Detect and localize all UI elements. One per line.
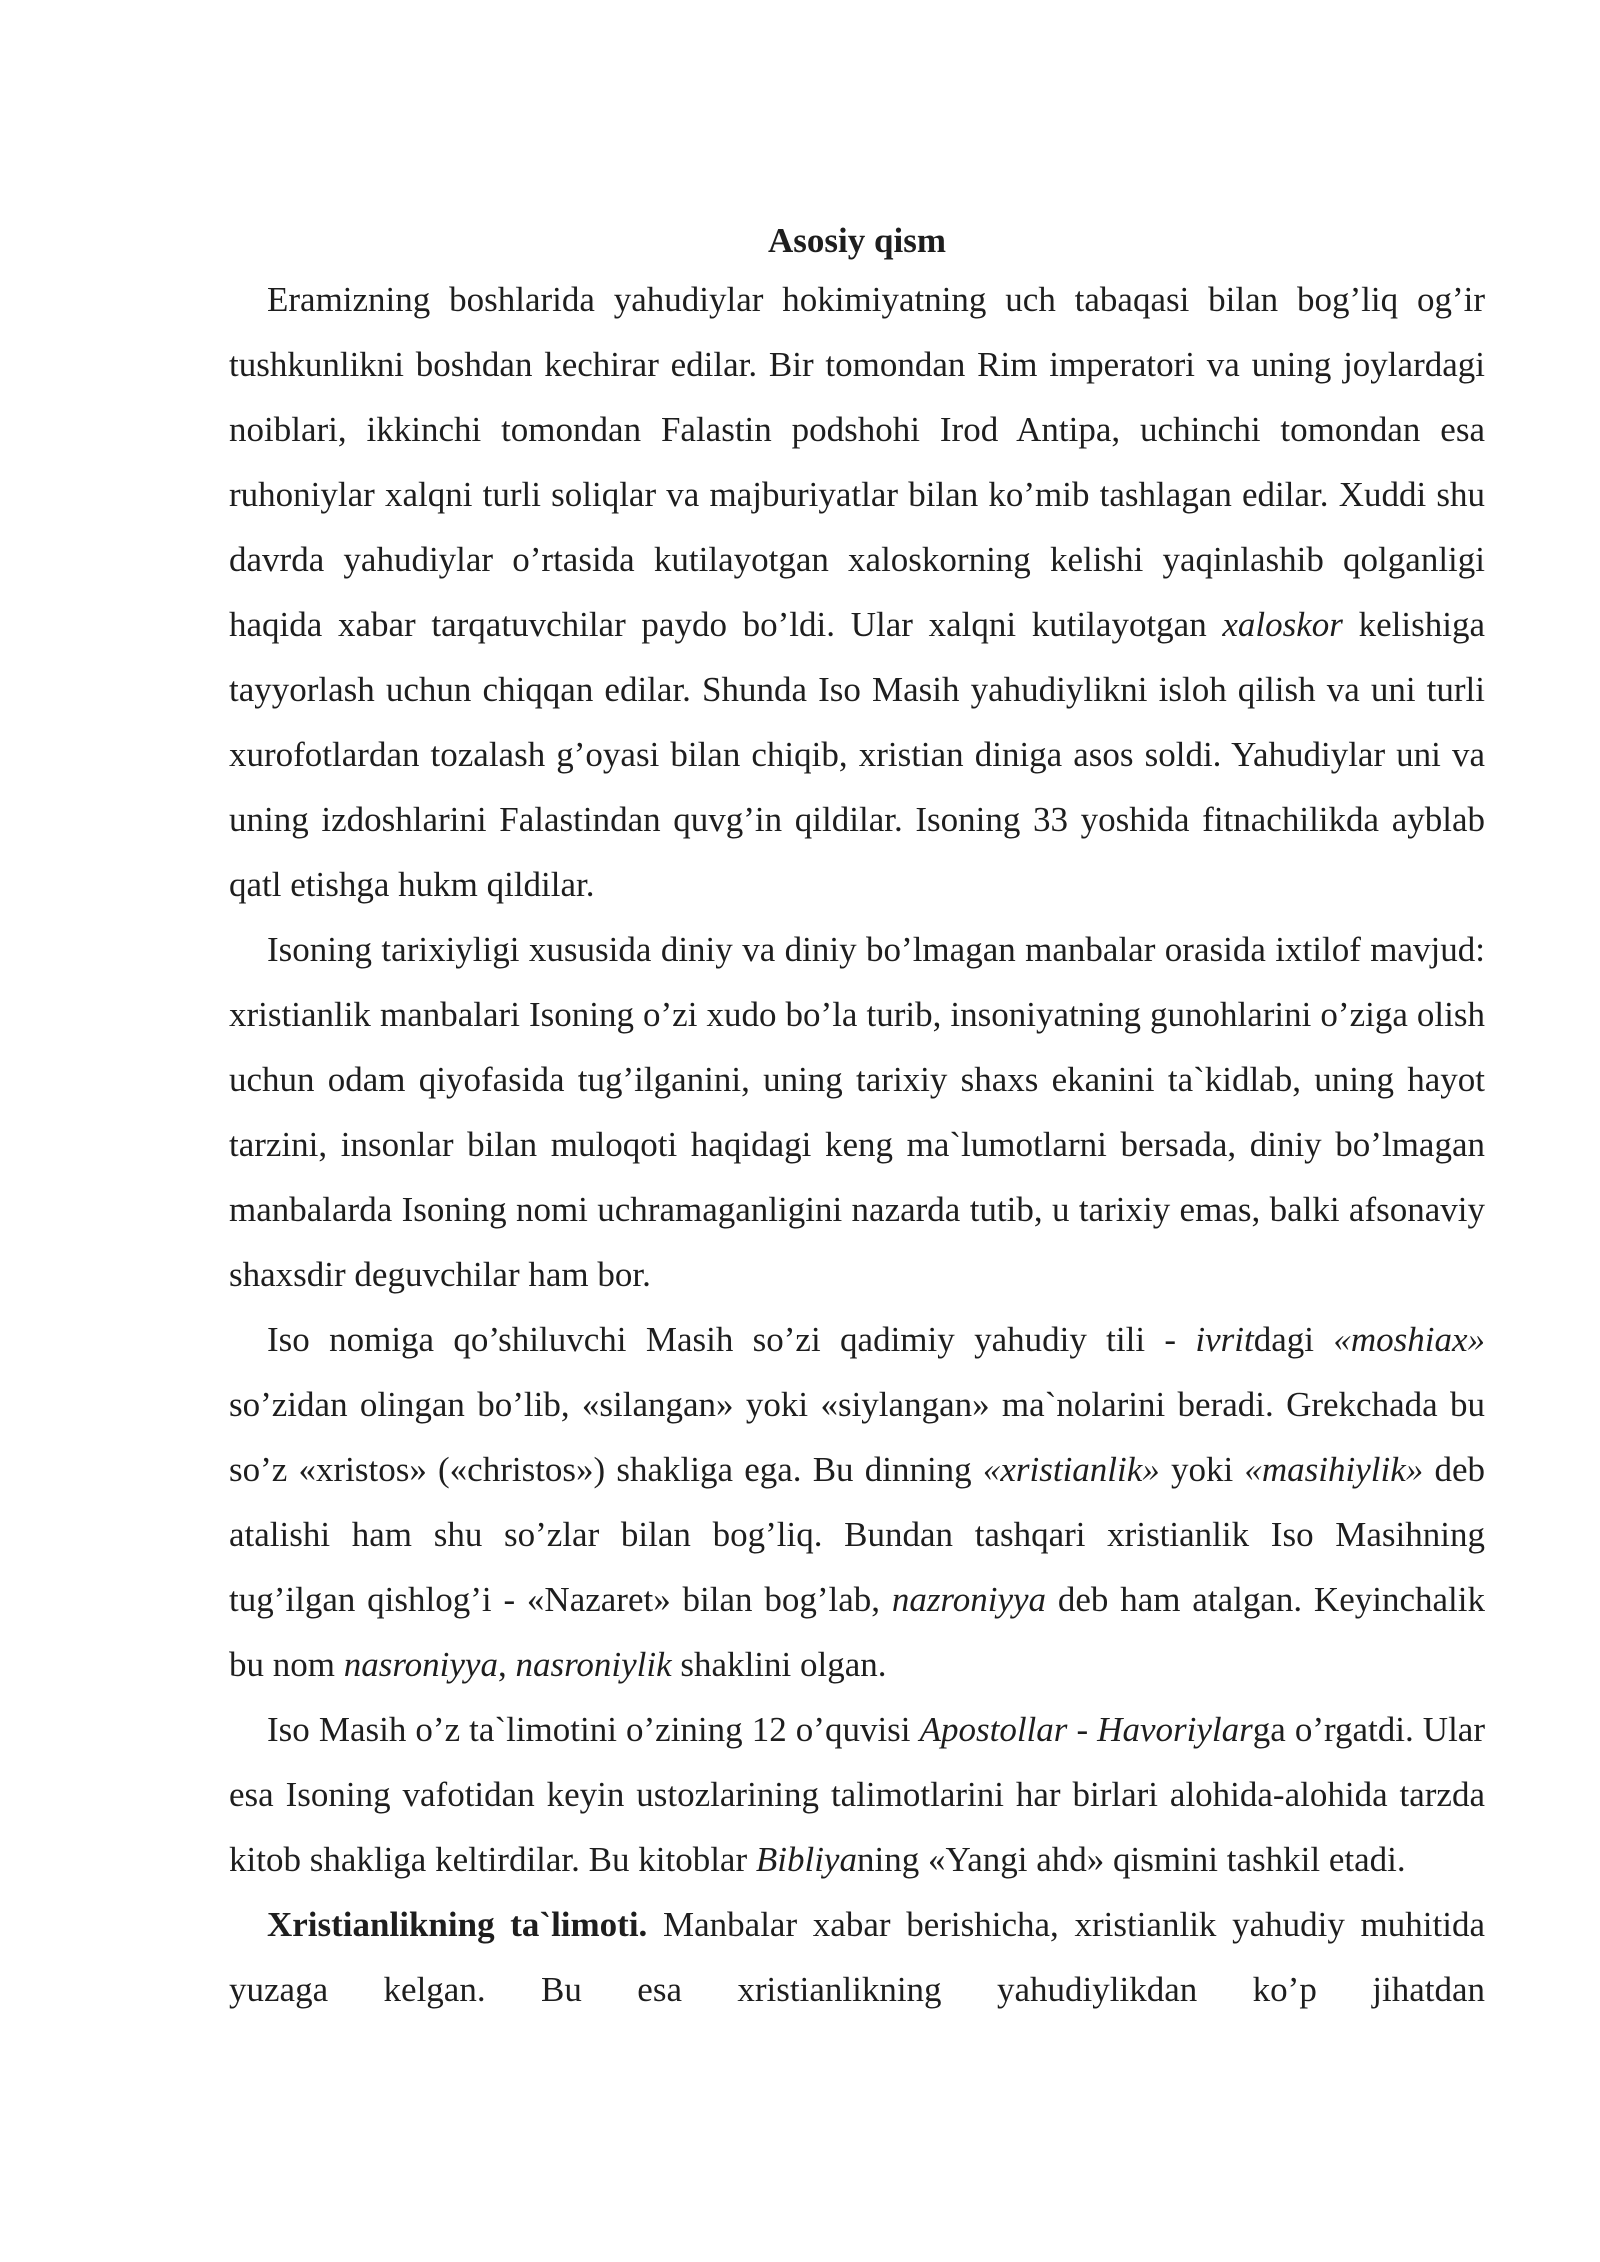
paragraph-3-text-g: yoki [1159, 1450, 1245, 1489]
paragraph-4-italic-bibliya: Bibliya [755, 1840, 857, 1879]
paragraph-3-text-k: deb ham atalgan. Keyinchalik bu nom [229, 1580, 1485, 1684]
paragraph-4-text-c: ga o’rgatdi. Ular esa Isoning vafotidan keyin ustozlarining talimotlarini har birlari alohida-alohida tarzda kitob shakliga keltirdilar. Bu kitoblar [229, 1710, 1485, 1879]
paragraph-3-text-a: Iso nomiga qo’shiluvchi Masih so’zi qadimiy yahudiy tili - [267, 1320, 1196, 1359]
paragraph-3-italic-moshiax: «moshiax» [1333, 1320, 1485, 1359]
paragraph-3-italic-ivrit: ivrit [1195, 1320, 1254, 1359]
paragraph-3-italic-xristianlik: «xristianlik» [982, 1450, 1160, 1489]
paragraph-3-text-m: , [497, 1645, 516, 1684]
paragraph-5-bold-subheading: Xristianlikning ta`limoti. [267, 1905, 648, 1944]
paragraph-3-text-e: so’zidan olingan bo’lib, «silangan» yoki «siylangan» ma`nolarini beradi. Grekchada bu so’z «xristos» («christos») shakliga ega. Bu dinning [229, 1385, 1485, 1489]
paragraph-5 [229, 1892, 1485, 2022]
paragraph-4-italic-apostollar: Apostollar - Havoriylar [919, 1710, 1253, 1749]
paragraph-4 [229, 1697, 1485, 1892]
section-heading: Asosiy qism [768, 221, 946, 260]
paragraph-3-text-c: dagi [1253, 1320, 1334, 1359]
paragraph-3-italic-masihiylik: «masihiylik» [1244, 1450, 1424, 1489]
paragraph-2: Isoning tarixiyligi xususida diniy va diniy bo’lmagan manbalar orasida ixtilof mavjud: xristianlik manbalari Isoning o’zi xudo bo’la turib, insoniyatning gunohlarini o’ziga olish uchun odam qiyofasida tug’ilganini, uning tarixiy shaxs ekanini ta`kidlab, uning hayot tarzini, insonlar bilan muloqoti haqidagi keng ma`lumotlarni bersada, diniy bo’lmagan manbalarda Isoning nomi uchramaganligini nazarda tutib, u tarixiy emas, balki afsonaviy shaxsdir deguvchilar ham bor. [229, 930, 1485, 1294]
paragraph-1-text-c: kelishiga tayyorlash uchun chiqqan edilar. Shunda Iso Masih yahudiylikni isloh qilish va uni turli xurofotlardan tozalash g’oyasi bilan chiqib, xristian diniga asos soldi. Yahudiylar uni va uning izdoshlarini Falastindan quvg’in qildilar. Isoning 33 yoshida fitnachilikda ayblab qatl etishga hukm qildilar. [229, 605, 1485, 904]
paragraph-1 [229, 267, 1485, 917]
paragraph-3 [229, 1307, 1485, 1697]
paragraph-3-italic-nazroniyya: nazroniyya [891, 1580, 1047, 1619]
paragraph-1-text-a: Eramizning boshlarida yahudiylar hokimiyatning uch tabaqasi bilan bog’liq og’ir tushkunlikni boshdan kechirar edilar. Bir tomondan Rim imperatori va uning joylardagi noiblari, ikkinchi tomondan Falastin podshohi Irod Antipa, uchinchi tomondan esa ruhoniylar xalqni turli soliqlar va majburiyatlar bilan ko’mib tashlagan edilar. Xuddi shu davrda yahudiylar o’rtasida kutilayotgan xaloskorning kelishi yaqinlashib qolganligi haqida xabar tarqatuvchilar paydo bo’ldi. Ular xalqni kutilayotgan [229, 280, 1485, 644]
paragraph-3-text-i: deb atalishi ham shu so’zlar bilan bog’liq. Bundan tashqari xristianlik Iso Masihning tug’ilgan qishlog’i - «Nazaret» bilan bog’lab, [229, 1450, 1485, 1619]
paragraph-3-italic-nasroniyya: nasroniyya [343, 1645, 498, 1684]
paragraph-3-italic-nasroniylik: nasroniylik [515, 1645, 672, 1684]
paragraph-4-text-e: ning «Yangi ahd» qismini tashkil etadi. [856, 1840, 1406, 1879]
paragraph-1-italic-xaloskor: xaloskor [1222, 605, 1343, 644]
paragraph-4-text-a: Iso Masih o’z ta`limotini o’zining 12 o’quvisi [267, 1710, 920, 1749]
document-page [229, 215, 1485, 2022]
paragraph-5-text: Manbalar xabar berishicha, xristianlik yahudiy muhitida yuzaga kelgan. Bu esa xristianlikning yahudiylikdan ko’p jihatdan [229, 1905, 1485, 2009]
paragraph-3-text-o: shaklini olgan. [671, 1645, 887, 1684]
